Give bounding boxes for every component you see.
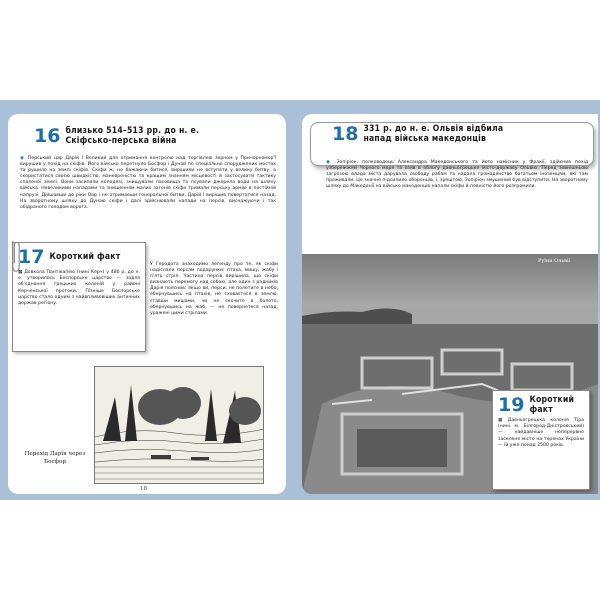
fact-number: 17 (18, 246, 45, 268)
entry-16-heading (34, 126, 199, 146)
engraving-caption: Перехід Дарія через Босфор (24, 451, 86, 465)
left-page (8, 114, 286, 494)
fact-title: Короткий факт (529, 395, 575, 415)
fact-title: Короткий факт (49, 252, 121, 262)
entry-16-paragraph-2: У Геродота знаходимо легенду про те, як скіфи надіслали персам подарунки: птаха, мишу, жабу і п'ять стріл. Частина персів вирішила, що скіфи визнають перемогу над собою, але один з радників Дарія пояснив: якщо ви, перси, не полетите в небо, обернувшись на птахів, не сховаєтеся в землю, ставши мишами, чи не скочите в болото, обернувшись на жаб, — не повернетеся назад, уражені цими стрілами. (150, 262, 278, 316)
short-fact-19-box (492, 390, 590, 490)
entry-18-heading (332, 124, 503, 144)
engraving-illustration (94, 366, 264, 484)
entry-number: 16 (34, 125, 61, 147)
entry-16-body (20, 156, 276, 211)
fact-number: 19 (498, 394, 525, 416)
entry-title-line1: близько 514–513 рр. до н. е. (65, 126, 200, 136)
entry-title-line1: 331 р. до н. е. Ольвія відбила (363, 124, 504, 134)
page-number: 18 (140, 486, 148, 492)
eye-icon: ◉ (326, 160, 337, 165)
fact-19-content: Давньогрецька колонія Тіра (нині м. Білгород-Дністровський) — найдавніше неперервно заселене місто на теренах України — їй уже понад 2500 років. (498, 418, 584, 448)
right-page (302, 114, 598, 494)
fact-17-text (18, 270, 140, 307)
eye-icon: ◉ (20, 156, 28, 161)
fact-17-content: Довкола Пантікапею (нині Керч) у 480 р. до н. е. утворилось Боспорське царство — задля об'єднання грецьких колоній у районі Керченської протоки. Пізніше Боспорське царство стало одним з найвпливовіших античних держав регіону. (18, 270, 140, 307)
entry-18-body (326, 160, 588, 190)
entry-16-paragraph: Перський цар Дарій І Великий для отримання контролю над торгівлею зерном у Причорномор'ї вирушив у похід на скіфів. Його військо перетнуло Босфор і Дунай по спеціально споруджених мостах та рушило на землі скіфів. Скіфи ж, не бажаючи битися, вирішили не вступати у велику битву, а скористатися своєю швидкістю, маневреністю та кращим знанням місцевості й застосувати тактику спаленої землі. Вони засипали колодязі, знищували пасовища та псували джерела води на шляху війська. Невеликими нападами та знищенням малих загонів скіфи тримали перську армію в постійній напрузі. Дійшовши до ріки Оар і не отримавши генеральної битви, Дарій І вирішив повертатися назад. На зворотному шляху до Дунаю скіфи і далі здійснювали напади на персів, виснажуючи і так обідраного голодом ворога. (20, 156, 276, 210)
photo-caption: Руїни Ольвії (538, 258, 571, 264)
entry-number: 18 (332, 123, 359, 145)
entry-title-line2: Скіфсько-перська війна (65, 136, 177, 146)
entry-18-paragraph: Зопіріон, полководець Александра Македонського та його намісник у Фракії, здійснив похід узбережжям Чорного моря та взяв в облогу давньогрецьке місто-державу Ольвію. Перед зовнішньою загрозою влада міста дарувала свободу рабам та надала громадянство багатьом іноземцям, які там проживали. Це значно підсилило оборонців, і, зрештою, Зопіріон змушений був відступити. На зворотному шляху до Македонії на військо македонців напали скіфи й повністю його розгромили. (326, 160, 588, 190)
short-fact-17-box (12, 242, 146, 352)
fact-19-text (498, 418, 584, 449)
book-icon: ▦ (498, 418, 508, 423)
paperclip-icon (8, 236, 24, 276)
book-icon: ▦ (18, 270, 25, 275)
entry-title-line2: напад війська македонців (363, 134, 487, 144)
